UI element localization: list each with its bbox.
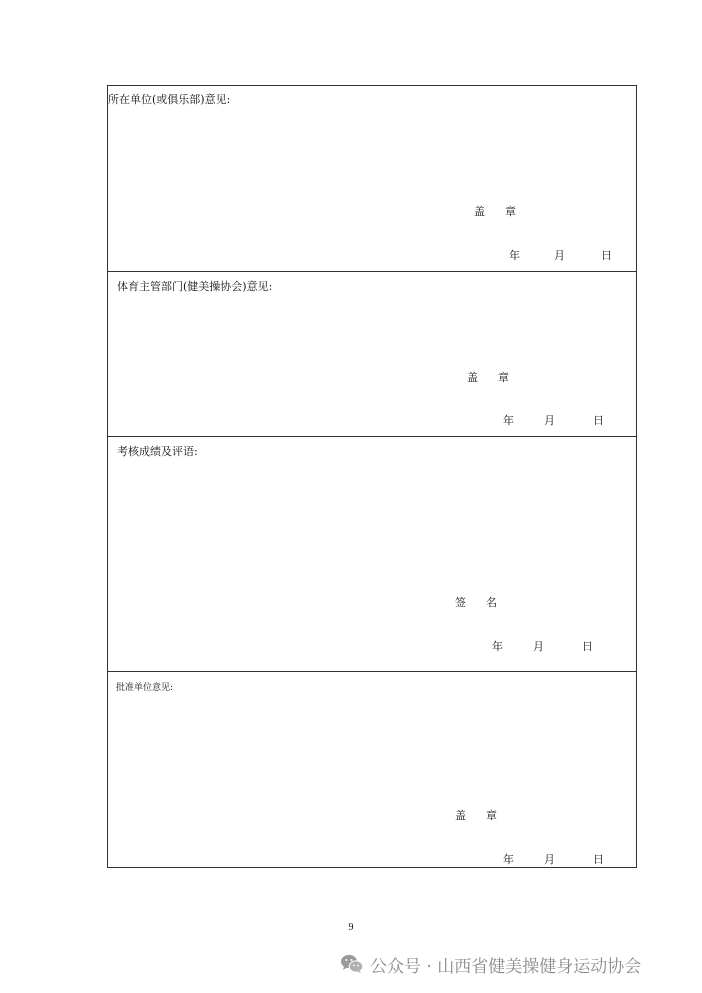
seal-char: 章 (505, 205, 518, 218)
seal-label (474, 203, 518, 219)
watermark-text: 公众号 · 山西省健美操健身运动协会 (370, 956, 642, 977)
date-day-label: 日 (593, 414, 604, 427)
seal-char: 章 (486, 809, 499, 822)
seal-char: 盖 (474, 205, 487, 218)
seal-char: 章 (498, 371, 511, 384)
seal-label (467, 369, 511, 385)
section-sports-dept-opinion (108, 271, 636, 436)
watermark (340, 952, 641, 976)
date-year-label: 年 (503, 414, 514, 427)
signature-label (455, 594, 499, 610)
page-number: 9 (348, 922, 354, 933)
seal-char: 盖 (467, 371, 480, 384)
date-line (492, 638, 593, 654)
date-line (503, 851, 604, 867)
date-month-label: 月 (544, 414, 555, 427)
section-assessment (108, 436, 636, 671)
section-unit-opinion (108, 86, 636, 271)
date-year-label: 年 (492, 640, 503, 653)
signature-char: 签 (455, 596, 468, 609)
wechat-icon (340, 953, 364, 975)
section-heading: 考核成绩及评语: (117, 445, 198, 458)
date-day-label: 日 (601, 249, 612, 262)
section-heading: 体育主管部门(健美操协会)意见: (117, 280, 273, 293)
date-line (503, 412, 604, 428)
date-month-label: 月 (544, 853, 555, 866)
date-day-label: 日 (593, 853, 604, 866)
section-approval-unit-opinion (108, 671, 636, 868)
signature-char: 名 (486, 596, 499, 609)
section-heading: 批准单位意见: (116, 683, 174, 693)
date-month-label: 月 (533, 640, 544, 653)
date-day-label: 日 (582, 640, 593, 653)
seal-label (455, 807, 499, 823)
seal-char: 盖 (455, 809, 468, 822)
section-heading: 所在单位(或俱乐部)意见: (108, 93, 231, 106)
date-year-label: 年 (509, 249, 520, 262)
date-line (509, 247, 612, 263)
approval-form-table (107, 85, 637, 868)
date-year-label: 年 (503, 853, 514, 866)
date-month-label: 月 (554, 249, 565, 262)
